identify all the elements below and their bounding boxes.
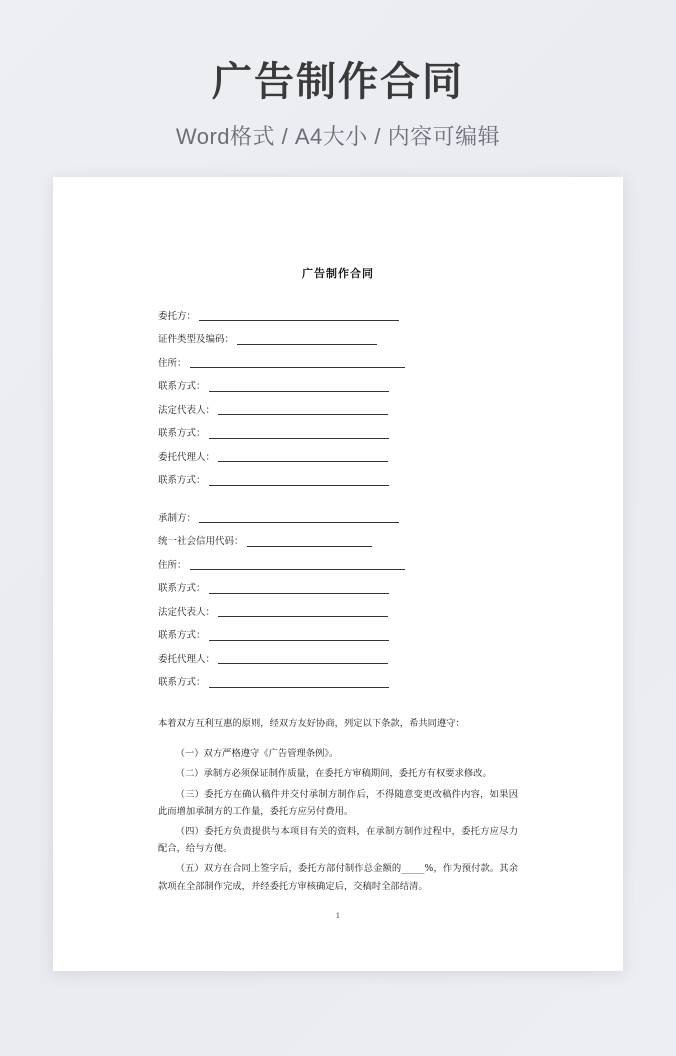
field-blank-line[interactable] bbox=[199, 513, 399, 523]
form-field-row bbox=[158, 452, 518, 462]
field-blank-line[interactable] bbox=[209, 584, 389, 594]
form-field-row bbox=[158, 335, 518, 345]
field-label: 联系方式： bbox=[158, 583, 206, 594]
clause-item: （五）双方在合同上签字后，委托方部付制作总金额的_____%，作为预付款。其余款项在全部制作完成，并经委托方审核确定后，交稿时全部结清。 bbox=[158, 863, 518, 892]
form-field-row bbox=[158, 429, 518, 439]
field-label: 法定代表人： bbox=[158, 606, 216, 618]
form-field-row bbox=[158, 678, 518, 688]
field-blank-line[interactable] bbox=[199, 311, 399, 321]
page-number: 1 bbox=[335, 912, 341, 920]
clause-item: （二）承制方必须保证制作质量，在委托方审稿期间，委托方有权要求修改。 bbox=[175, 768, 492, 780]
field-label: 住所： bbox=[158, 559, 187, 571]
document-content bbox=[158, 265, 518, 898]
field-label: 委托代理人： bbox=[158, 653, 216, 665]
field-label: 联系方式： bbox=[158, 475, 206, 486]
field-label: 联系方式： bbox=[158, 428, 206, 439]
section-gap bbox=[158, 701, 518, 715]
field-blank-line[interactable] bbox=[218, 405, 388, 415]
party-a-fields bbox=[158, 311, 518, 486]
preview-header bbox=[0, 0, 676, 151]
lead-paragraph: 本着双方互利互惠的原则，经双方友好协商，列定以下条款，希共同遵守： bbox=[158, 718, 465, 729]
field-label: 委托方： bbox=[158, 310, 197, 322]
form-field-row bbox=[158, 382, 518, 392]
field-blank-line[interactable] bbox=[247, 537, 372, 547]
form-field-row bbox=[158, 405, 518, 415]
form-field-row bbox=[158, 311, 518, 321]
field-label: 联系方式： bbox=[158, 630, 206, 641]
page-subtitle: Word格式 / A4大小 / 内容可编辑 bbox=[175, 124, 501, 149]
field-blank-line[interactable] bbox=[190, 560, 405, 570]
field-blank-line[interactable] bbox=[237, 335, 377, 345]
form-field-row bbox=[158, 607, 518, 617]
field-blank-line[interactable] bbox=[209, 429, 389, 439]
field-label: 委托代理人： bbox=[158, 451, 216, 463]
field-blank-line[interactable] bbox=[209, 476, 389, 486]
form-field-row bbox=[158, 476, 518, 486]
clause-item: （一）双方严格遵守《广告管理条例》。 bbox=[175, 748, 339, 760]
clause-item: （三）委托方在确认稿件并交付承制方制作后，不得随意变更改稿件内容，如果因此而增加承制方的工作量，委托方应另付费用。 bbox=[158, 788, 518, 817]
field-blank-line[interactable] bbox=[218, 452, 388, 462]
form-field-row bbox=[158, 560, 518, 570]
field-label: 联系方式： bbox=[158, 381, 206, 392]
form-field-row bbox=[158, 537, 518, 547]
field-label: 证件类型及编码： bbox=[158, 334, 235, 345]
field-blank-line[interactable] bbox=[190, 358, 405, 368]
contract-title: 广告制作合同 bbox=[302, 267, 374, 280]
form-field-row bbox=[158, 631, 518, 641]
field-blank-line[interactable] bbox=[218, 654, 388, 664]
form-field-row bbox=[158, 584, 518, 594]
field-blank-line[interactable] bbox=[209, 631, 389, 641]
clause-item: （四）委托方负责提供与本项目有关的资料，在承制方制作过程中，委托方应尽力配合，给与方便。 bbox=[158, 825, 518, 855]
field-label: 统一社会信用代码： bbox=[158, 536, 244, 547]
field-label: 承制方： bbox=[158, 512, 197, 524]
field-label: 住所： bbox=[158, 357, 187, 369]
form-field-row bbox=[158, 513, 518, 523]
field-blank-line[interactable] bbox=[218, 607, 388, 617]
section-gap bbox=[158, 499, 518, 513]
document-page[interactable] bbox=[53, 177, 623, 971]
field-blank-line[interactable] bbox=[209, 678, 389, 688]
field-label: 法定代表人： bbox=[158, 404, 216, 416]
page-title: 广告制作合同 bbox=[212, 60, 464, 104]
form-field-row bbox=[158, 654, 518, 664]
field-label: 联系方式： bbox=[158, 677, 206, 688]
party-b-fields bbox=[158, 513, 518, 688]
field-blank-line[interactable] bbox=[209, 382, 389, 392]
form-field-row bbox=[158, 358, 518, 368]
